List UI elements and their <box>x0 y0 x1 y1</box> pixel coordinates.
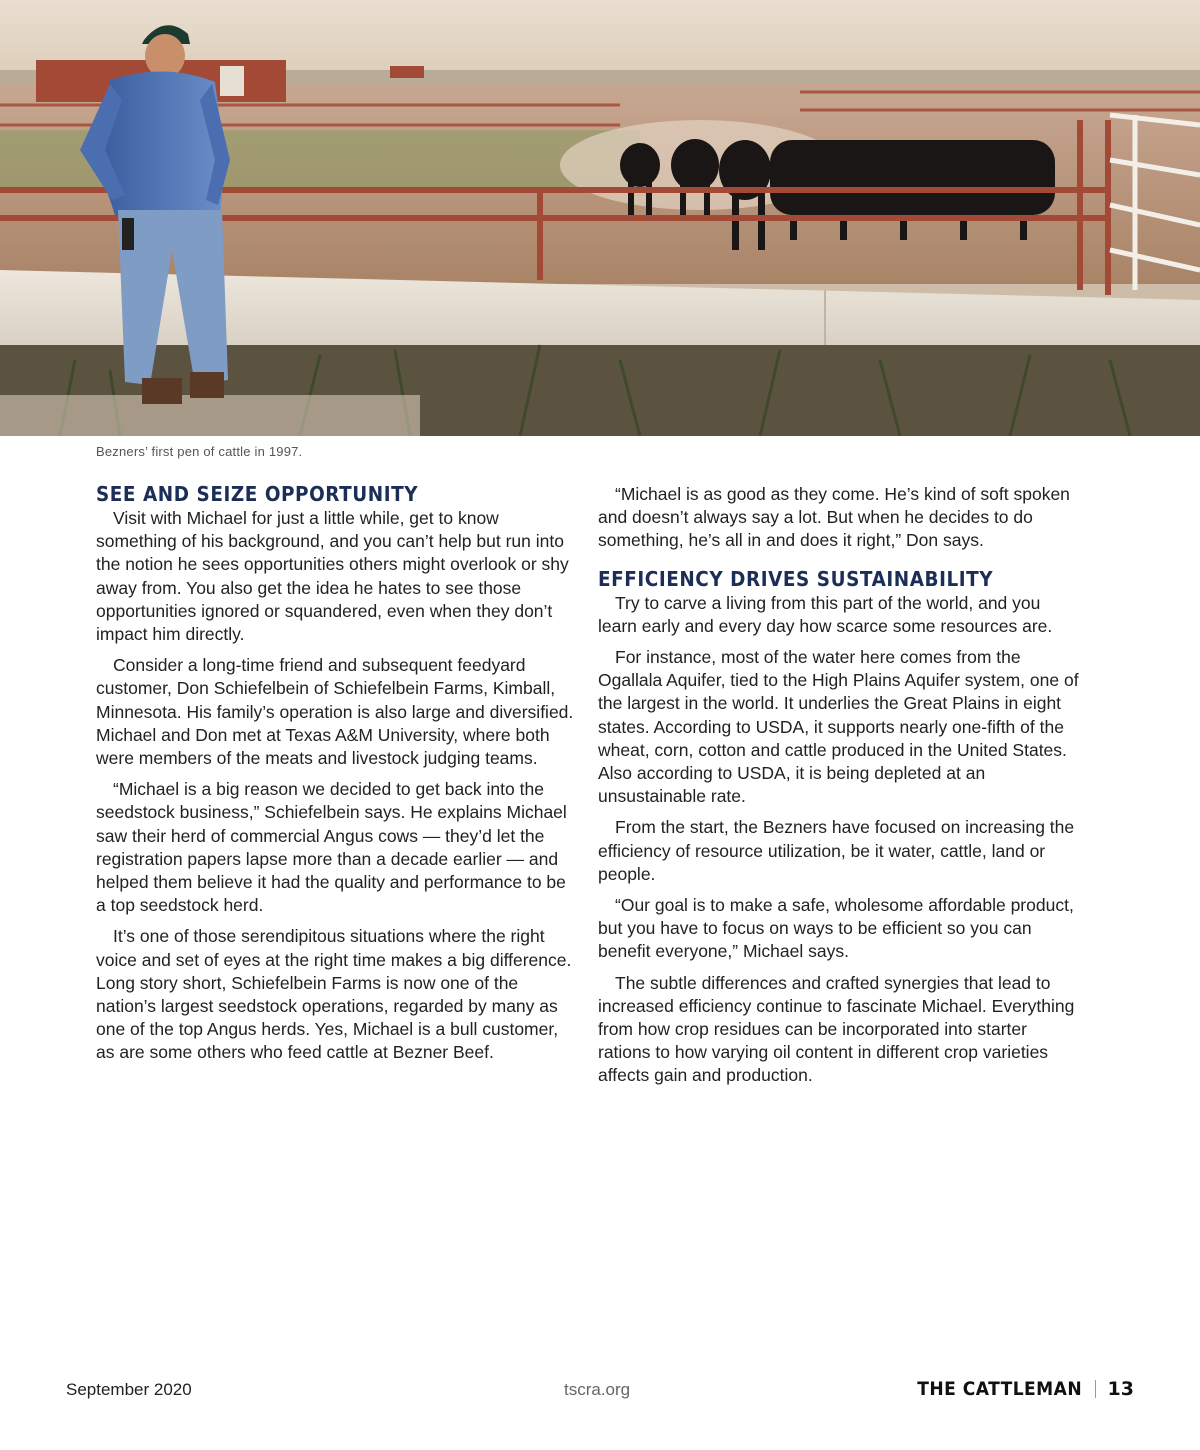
body-paragraph: Consider a long-time friend and subsequent feedyard customer, Don Schiefelbein of Schiefelbein Farms, Kimball, Minnesota. His family’s operation is also large and diversified. Michael and Don met at Texas A&M University, where both were members of the meats and livestock judging teams. <box>96 655 574 769</box>
cattle-pen-photo <box>0 0 1200 436</box>
feature-photo <box>0 0 1200 436</box>
body-paragraph: “Our goal is to make a safe, wholesome affordable product, but you have to focus on ways to be efficient so you can benefit everyone,” Michael says. <box>598 895 1074 962</box>
section-heading-opportunity: SEE AND SEIZE OPPORTUNITY <box>96 482 419 506</box>
footer-divider <box>1095 1380 1096 1398</box>
body-paragraph: Visit with Michael for just a little while, get to know something of his background, and you can’t help but run into the notion he sees opportunities others might overlook or shy away from. You also get the idea he hates to see those opportunities ignored or squandered, even when they don’t impact him directly. <box>96 508 569 645</box>
footer-website: tscra.org <box>564 1380 631 1399</box>
magazine-name: THE CATTLEMAN <box>917 1378 1083 1400</box>
page-number: 13 <box>1107 1378 1134 1400</box>
body-paragraph: From the start, the Bezners have focused on increasing the efficiency of resource utilization, be it water, cattle, land or people. <box>598 817 1075 884</box>
section-heading-efficiency: EFFICIENCY DRIVES SUSTAINABILITY <box>598 566 994 591</box>
body-paragraph: “Michael is a big reason we decided to get back into the seedstock business,” Schiefelbein says. He explains Michael saw their herd of commercial Angus cows — they’d let the registration papers lapse more than a decade earlier — and helped them believe it had the quality and performance to be a top seedstock herd. <box>96 779 567 916</box>
body-paragraph: It’s one of those serendipitous situations where the right voice and set of eyes at the right time makes a big difference. Long story short, Schiefelbein Farms is now one of the nation’s largest seedstock operations, regarded by many as one of the top Angus herds. Yes, Michael is a bull customer, as are some others who feed cattle at Bezner Beef. <box>96 926 572 1063</box>
body-paragraph: For instance, most of the water here comes from the Ogallala Aquifer, tied to the High Plains Aquifer system, one of the largest in the world. It underlies the Great Plains in eight states. According to USDA, it supports nearly one-fifth of the wheat, corn, cotton and cattle produced in the United States. Also according to USDA, it is being depleted at an unsustainable rate. <box>598 647 1079 807</box>
body-paragraph: Try to carve a living from this part of the world, and you learn early and every day how scarce some resources are. <box>598 592 1053 636</box>
left-column <box>96 482 578 1073</box>
footer-date: September 2020 <box>66 1380 192 1399</box>
photo-caption: Bezners’ first pen of cattle in 1997. <box>96 444 303 459</box>
body-paragraph: “Michael is as good as they come. He’s kind of soft spoken and doesn’t always say a lot. But when he decides to do something, he’s all in and does it right,” Don says. <box>598 484 1070 551</box>
right-column <box>598 482 1080 1096</box>
body-paragraph: The subtle differences and crafted synergies that lead to increased efficiency continue to fascinate Michael. Everything from how crop residues can be incorporated into starter rations to how varying oil content in different crop varieties affects gain and production. <box>598 972 1075 1086</box>
footer-masthead <box>899 1378 1134 1400</box>
